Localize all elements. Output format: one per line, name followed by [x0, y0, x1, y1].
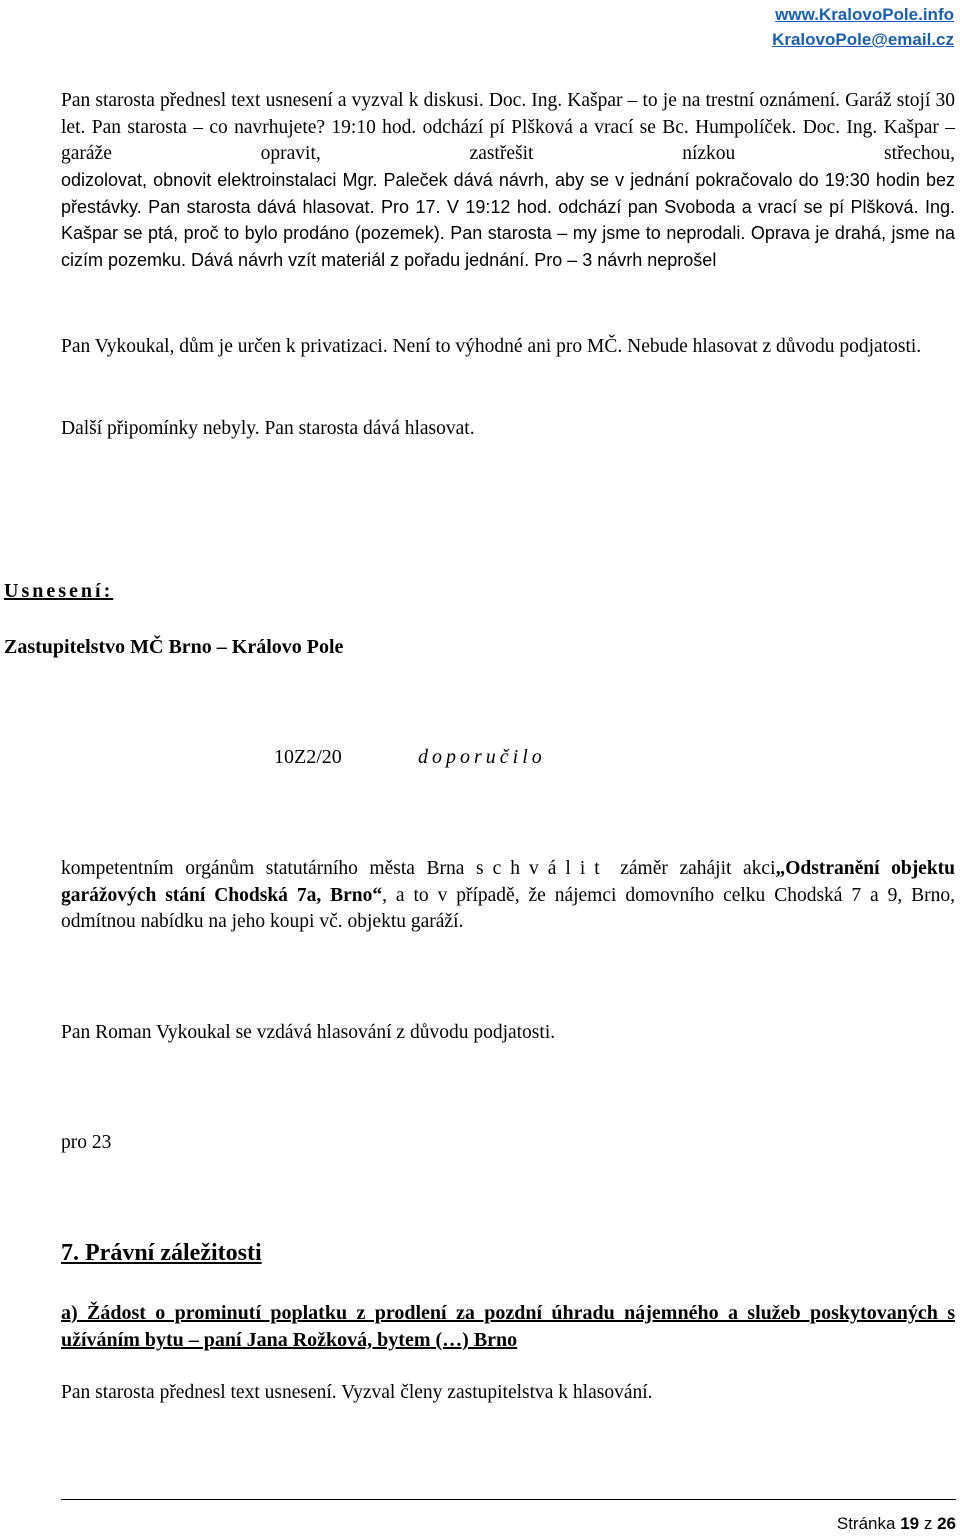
resolution-text-spaced: schválit [476, 858, 609, 879]
current-page: 19 [900, 1514, 920, 1533]
email-link[interactable]: KralovoPole@email.cz [772, 30, 954, 49]
page-number [837, 1514, 956, 1534]
resolution-text-3: , a to v případě, že nájemci domovního celku Chodská 7 a 9, Brno, odmítnou nabídku na jeho koupi vč. objektu garáží. [61, 884, 955, 932]
website-link[interactable]: www.KralovoPole.info [775, 5, 954, 24]
page-of: z [923, 1514, 933, 1533]
total-pages: 26 [937, 1514, 956, 1533]
section-text: Pan starosta přednesl text usnesení. Vyzval členy zastupitelstva k hlasování. [61, 1382, 653, 1403]
resolution-heading: Usnesení: [4, 580, 114, 602]
resolution-code: 10Z2/20 [274, 746, 342, 768]
section-subtitle: a) Žádost o prominutí poplatku z prodlení za pozdní úhradu nájemného a služeb poskytovaných s užíváním bytu – paní Jana Rožková, bytem (…) Brno [61, 1302, 955, 1351]
vykoukal-remark: Pan Vykoukal, dům je určen k privatizaci. Není to výhodné ani pro MČ. Nebude hlasovat z důvodu podjatosti. [61, 336, 922, 357]
resolution-verb: doporučilo [418, 746, 546, 768]
resolution-text-2: záměr zahájit akci [620, 858, 776, 879]
section-title: 7. Právní záležitosti [61, 1240, 262, 1266]
resolution-body: Zastupitelstvo MČ Brno – Královo Pole [4, 636, 344, 658]
resolution-action: „Odstranění objektu garážových stání Chodská 7a, Brno“ [61, 858, 956, 906]
discussion-paragraph-serif: Pan starosta přednesl text usnesení a vyzval k diskusi. Doc. Ing. Kašpar – to je na trestní oznámení. Garáž stojí 30 let. Pan starosta – co navrhujete? 19:10 hod. odchází pí Plšková a vrací se Bc. Humpolíček. Doc. Ing. Kašpar – garáže opravit, zastřešit nízkou střechou, [61, 90, 955, 164]
abstention-note: Pan Roman Vykoukal se vzdává hlasování z důvodu podjatosti. [61, 1022, 556, 1043]
footer-divider [61, 1499, 956, 1500]
resolution-text [61, 856, 955, 936]
page-label: Stránka [836, 1514, 896, 1533]
resolution-text-1: kompetentním orgánům statutárního města Brna [61, 858, 465, 879]
vote-result: pro 23 [61, 1132, 112, 1153]
no-more-comments: Další připomínky nebyly. Pan starosta dává hlasovat. [61, 418, 475, 439]
discussion-paragraph-sans: odizolovat, obnovit elektroinstalaci Mgr. Paleček dává návrh, aby se v jednání pokračovalo do 19:30 hodin bez přestávky. Pan starosta dává hlasovat. Pro 17. V 19:12 hod. odchází pan Svoboda a vrací se pí Plšková. Ing. Kašpar se ptá, proč to bylo prodáno (pozemek). Pan starosta – my jsme to neprodali. Oprava je drahá, jsme na cizím pozemku. Dává návrh vzít materiál z pořadu jednání. Pro – 3 návrh neprošel [61, 170, 955, 270]
